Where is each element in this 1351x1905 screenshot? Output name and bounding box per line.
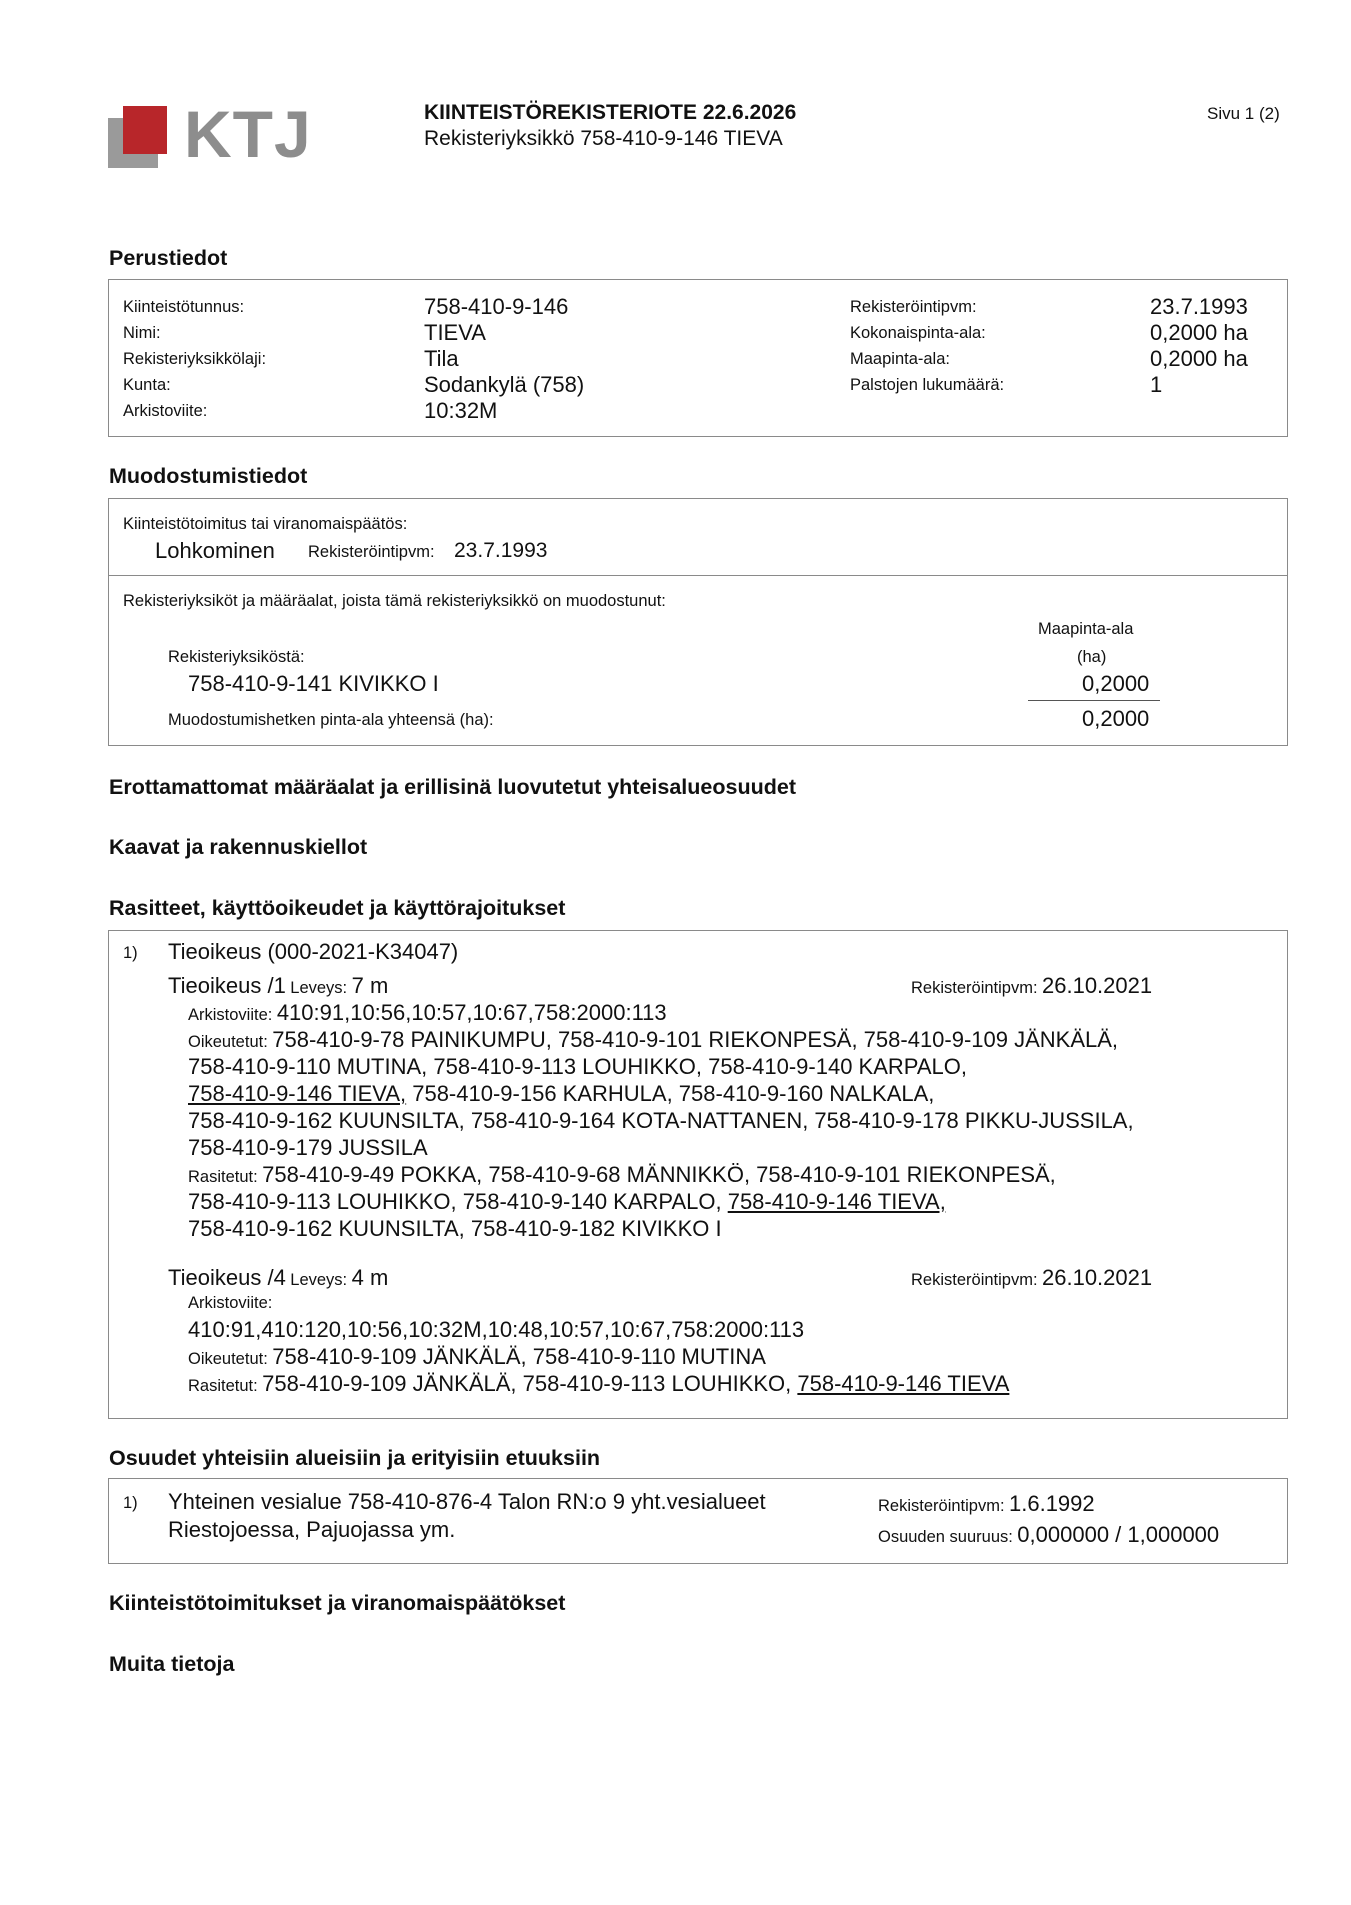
- total-value: 0,2000: [1082, 706, 1150, 731]
- muodostumis-divider: [108, 575, 1288, 576]
- tieoikeus-1-leveys-label: Leveys:: [290, 979, 348, 997]
- label-kokonaispinta-ala: Kokonaispinta-ala:: [850, 324, 986, 342]
- tieoikeus-1-rek-value: 26.10.2021: [1042, 973, 1153, 998]
- osuus-rek: [878, 1491, 1095, 1517]
- tieoikeus-1-arkistoviite: [188, 1000, 667, 1026]
- rasite-title: Tieoikeus (000-2021-K34047): [168, 939, 459, 964]
- tieoikeus-1-oikeutetut-3: [188, 1081, 934, 1107]
- value-kunta: Sodankylä (758): [424, 372, 585, 397]
- section-osuudet-heading: Osuudet yhteisiin alueisiin ja erityisiin etuuksiin: [109, 1446, 601, 1470]
- tieoikeus-1-oik-line-1: 758-410-9-78 PAINIKUMPU, 758-410-9-101 RIEKONPESÄ, 758-410-9-109 JÄNKÄLÄ,: [272, 1027, 1119, 1052]
- document-title: KIINTEISTÖREKISTERIOTE 22.6.2026: [424, 101, 797, 124]
- tieoikeus-4-rek: [911, 1265, 1152, 1291]
- page-number: Sivu 1 (2): [1207, 104, 1280, 123]
- muodostunut-label: Rekisteriyksiköt ja määräalat, joista tämä rekisteriyksikkö on muodostunut:: [123, 592, 666, 610]
- tieoikeus-1-oik-line-3: 758-410-9-156 KARHULA, 758-410-9-160 NALKALA,: [406, 1081, 935, 1106]
- osuus-suuruus: [878, 1522, 1219, 1548]
- logo-square-red: [123, 106, 167, 154]
- section-erottamattomat-heading: Erottamattomat määräalat ja erillisinä luovutetut yhteisalueosuudet: [109, 775, 796, 799]
- section-rasitteet-heading: Rasitteet, käyttöoikeudet ja käyttörajoitukset: [109, 896, 566, 920]
- tieoikeus-1-name: Tieoikeus /1: [168, 973, 286, 998]
- tieoikeus-4-oik-label: Oikeutetut:: [188, 1350, 268, 1368]
- sum-line: [1028, 700, 1160, 701]
- tieoikeus-1-oikeutetut-1: [188, 1027, 1118, 1053]
- tieoikeus-1-ras-line-1: 758-410-9-49 POKKA, 758-410-9-68 MÄNNIKKÖ, 758-410-9-101 RIEKONPESÄ,: [262, 1162, 1056, 1187]
- tieoikeus-4-leveys-label: Leveys:: [290, 1271, 348, 1289]
- tieoikeus-1-oik-line-4: 758-410-9-162 KUUNSILTA, 758-410-9-164 KOTA-NATTANEN, 758-410-9-178 PIKKU-JUSSILA,: [188, 1108, 1134, 1133]
- value-arkistoviite: 10:32M: [424, 398, 498, 423]
- tieoikeus-1-rek-label: Rekisteröintipvm:: [911, 979, 1038, 997]
- value-rekisteriyksikkolaji: Tila: [424, 346, 459, 371]
- tieoikeus-4-ark-value: 410:91,410:120,10:56,10:32M,10:48,10:57,10:67,758:2000:113: [188, 1317, 805, 1342]
- source-unit: 758-410-9-141 KIVIKKO I: [188, 671, 439, 696]
- osuus-suuruus-label: Osuuden suuruus:: [878, 1528, 1013, 1546]
- tieoikeus-4-name: Tieoikeus /4: [168, 1265, 286, 1290]
- value-nimi: TIEVA: [424, 320, 486, 345]
- tieoikeus-1-leveys: 7 m: [351, 973, 389, 998]
- osuus-number: 1): [123, 1494, 138, 1512]
- tieoikeus-1-ras-line-2: 758-410-9-113 LOUHIKKO, 758-410-9-140 KARPALO,: [188, 1189, 728, 1214]
- tieoikeus-4-ras-self-underlined: 758-410-9-146 TIEVA: [797, 1371, 1010, 1396]
- tieoikeus-1-oik-self-underlined: 758-410-9-146 TIEVA,: [188, 1081, 407, 1106]
- label-kiinteistotunnus: Kiinteistötunnus:: [123, 298, 245, 316]
- osuus-rek-value: 1.6.1992: [1009, 1491, 1095, 1516]
- value-palstojen-lukumaara: 1: [1150, 372, 1163, 397]
- tieoikeus-1-oik-line-2: 758-410-9-110 MUTINA, 758-410-9-113 LOUHIKKO, 758-410-9-140 KARPALO,: [188, 1054, 967, 1079]
- ktj-logo: [108, 97, 312, 174]
- tieoikeus-4-oik-value: 758-410-9-109 JÄNKÄLÄ, 758-410-9-110 MUTINA: [272, 1344, 766, 1369]
- source-unit-area: 0,2000: [1082, 671, 1150, 696]
- osuus-rek-label: Rekisteröintipvm:: [878, 1497, 1005, 1515]
- toimitus-value: Lohkominen: [155, 538, 275, 563]
- tieoikeus-1-ras-line-3: 758-410-9-162 KUUNSILTA, 758-410-9-182 KIVIKKO I: [188, 1216, 722, 1241]
- value-rekisterointipvm: 23.7.1993: [1150, 294, 1248, 319]
- toimitus-rek-value: 23.7.1993: [454, 539, 548, 562]
- toimitus-label: Kiinteistötoimitus tai viranomaispäätös:: [123, 515, 408, 533]
- tieoikeus-1-heading: [168, 973, 388, 999]
- section-kaavat-heading: Kaavat ja rakennuskiellot: [109, 835, 368, 859]
- total-label: Muodostumishetken pinta-ala yhteensä (ha):: [168, 711, 494, 729]
- osuus-line-2: Riestojoessa, Pajuojassa ym.: [168, 1517, 456, 1542]
- label-nimi: Nimi:: [123, 324, 161, 342]
- document-subtitle: Rekisteriyksikkö 758-410-9-146 TIEVA: [424, 127, 783, 150]
- value-kiinteistotunnus: 758-410-9-146: [424, 294, 569, 319]
- tieoikeus-4-rasitetut: [188, 1371, 1009, 1397]
- tieoikeus-1-ras-label: Rasitetut:: [188, 1168, 258, 1186]
- tieoikeus-1-ark-value: 410:91,10:56,10:57,10:67,758:2000:113: [276, 1000, 667, 1025]
- tieoikeus-1-oik-line-5: 758-410-9-179 JUSSILA: [188, 1135, 428, 1160]
- tieoikeus-1-ark-label: Arkistoviite:: [188, 1006, 273, 1024]
- value-maapinta-ala: 0,2000 ha: [1150, 346, 1248, 371]
- label-palstojen-lukumaara: Palstojen lukumäärä:: [850, 376, 1005, 394]
- osuus-suuruus-value: 0,000000 / 1,000000: [1017, 1522, 1220, 1547]
- tieoikeus-1-rasitetut-1: [188, 1162, 1056, 1188]
- tieoikeus-4-oikeutetut: [188, 1344, 766, 1370]
- section-muita-tietoja-heading: Muita tietoja: [109, 1652, 235, 1676]
- label-rekisteriyksikkolaji: Rekisteriyksikkölaji:: [123, 350, 267, 368]
- tieoikeus-1-rek: [911, 973, 1152, 999]
- label-rekisterointipvm: Rekisteröintipvm:: [850, 298, 977, 316]
- value-kokonaispinta-ala: 0,2000 ha: [1150, 320, 1248, 345]
- rasite-number: 1): [123, 944, 138, 962]
- section-perustiedot-heading: Perustiedot: [109, 246, 228, 270]
- rekisteriyksikosta-label: Rekisteriyksiköstä:: [168, 648, 305, 666]
- tieoikeus-1-ras-self-underlined: 758-410-9-146 TIEVA,: [727, 1189, 946, 1214]
- logo-text: KTJ: [184, 97, 312, 171]
- col-header-maapinta-ala: Maapinta-ala: [1038, 620, 1134, 638]
- section-toimitukset-heading: Kiinteistötoimitukset ja viranomaispäätökset: [109, 1591, 566, 1615]
- label-arkistoviite: Arkistoviite:: [123, 402, 208, 420]
- perustiedot-box: [108, 279, 1288, 437]
- section-muodostumistiedot-heading: Muodostumistiedot: [109, 464, 308, 488]
- tieoikeus-4-rek-value: 26.10.2021: [1042, 1265, 1153, 1290]
- tieoikeus-1-oik-label: Oikeutetut:: [188, 1033, 268, 1051]
- tieoikeus-4-ark-label: Arkistoviite:: [188, 1294, 273, 1312]
- tieoikeus-4-rek-label: Rekisteröintipvm:: [911, 1271, 1038, 1289]
- osuus-line-1: Yhteinen vesialue 758-410-876-4 Talon RN:o 9 yht.vesialueet: [168, 1489, 766, 1514]
- label-kunta: Kunta:: [123, 376, 171, 394]
- col-header-ha: (ha): [1077, 648, 1107, 666]
- toimitus-rek-label: Rekisteröintipvm:: [308, 543, 435, 561]
- tieoikeus-4-ras-label: Rasitetut:: [188, 1377, 258, 1395]
- tieoikeus-4-ras-value: 758-410-9-109 JÄNKÄLÄ, 758-410-9-113 LOUHIKKO,: [262, 1371, 798, 1396]
- tieoikeus-4-leveys: 4 m: [351, 1265, 389, 1290]
- tieoikeus-4-heading: [168, 1265, 388, 1291]
- tieoikeus-1-rasitetut-2: [188, 1189, 946, 1215]
- label-maapinta-ala: Maapinta-ala:: [850, 350, 950, 368]
